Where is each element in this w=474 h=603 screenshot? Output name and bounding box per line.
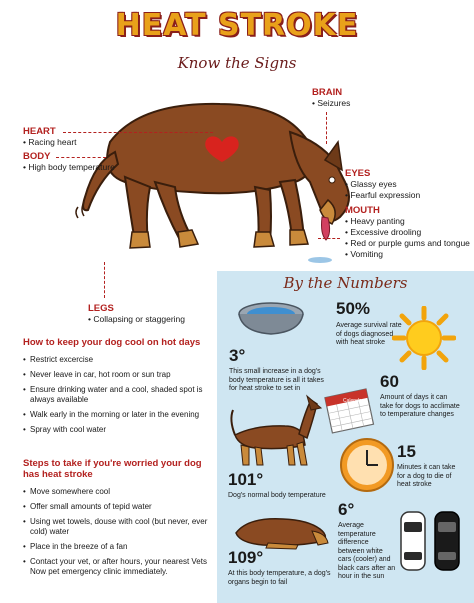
normal-temp-value: 101° xyxy=(228,470,264,489)
legs-pointer xyxy=(104,262,105,298)
minutes-stat xyxy=(397,442,461,490)
minutes-value: 15 xyxy=(397,442,416,461)
steps-heading: Steps to take if you're worried your dog has heat stroke xyxy=(23,458,202,480)
mouth-sign xyxy=(345,205,470,260)
brain-sign xyxy=(312,87,402,109)
numbers-title: By the Numbers xyxy=(283,274,408,292)
sun-icon xyxy=(392,306,456,370)
mouth-item-4: • Vomiting xyxy=(345,249,470,260)
organs-value: 109° xyxy=(228,548,264,567)
difference-value: 6° xyxy=(338,500,355,519)
mouth-pointer xyxy=(318,238,340,239)
calendar-label: Calendar xyxy=(343,398,364,404)
white-car-icon xyxy=(398,510,428,572)
keep-cool-section xyxy=(23,337,213,440)
brain-item: • Seizures xyxy=(312,98,402,109)
survival-value: 50% xyxy=(336,299,371,318)
heart-sign xyxy=(23,126,113,148)
legs-item: • Collapsing or staggering xyxy=(88,314,218,325)
steps-item: • Move somewhere cool xyxy=(23,487,213,497)
black-car-icon xyxy=(432,510,462,572)
eyes-item-2: • Fearful expression xyxy=(345,190,470,201)
keep-cool-item: • Ensure drinking water and a cool, shaded spot is always available xyxy=(23,385,213,405)
legs-label: LEGS xyxy=(88,303,114,314)
mouth-item-3: • Red or purple gums and tongue xyxy=(345,238,470,249)
organs-stat xyxy=(228,548,336,587)
steps-item: • Offer small amounts of tepid water xyxy=(23,502,213,512)
water-bowl-icon xyxy=(236,300,306,340)
normal-temp-text: Dog's normal body temperature xyxy=(228,492,326,499)
keep-cool-item: • Restrict excercise xyxy=(23,355,213,365)
brain-label: BRAIN xyxy=(312,87,343,98)
dog-illustration xyxy=(70,82,370,267)
difference-stat xyxy=(338,500,396,582)
body-pointer xyxy=(56,157,106,158)
steps-item: • Place in the breeze of a fan xyxy=(23,542,213,552)
keep-cool-heading: How to keep your dog cool on hot days xyxy=(23,337,201,348)
dog-standing-icon xyxy=(225,390,325,470)
survival-text: Average survival rate of dogs diagnosed with heat stroke xyxy=(336,322,402,346)
steps-item: • Using wet towels, douse with cool (but never, ever cold) water xyxy=(23,517,213,537)
increase-text: This small increase in a dog's body temperature is all it takes for heat stroke to set in xyxy=(229,368,324,392)
increase-value: 3° xyxy=(229,346,246,365)
eyes-item-1: • Glassy eyes xyxy=(345,179,470,190)
keep-cool-item: • Never leave in car, hot room or sun trap xyxy=(23,370,213,380)
heart-pointer xyxy=(63,132,213,133)
page-subtitle: Know the Signs xyxy=(177,54,297,72)
page-title: HEAT STROKE xyxy=(115,8,359,43)
heart-item: • Racing heart xyxy=(23,137,113,148)
brain-pointer xyxy=(326,112,327,144)
increase-stat xyxy=(229,346,329,394)
organs-text: At this body temperature, a dog's organs begin to fail xyxy=(228,570,331,586)
steps-section xyxy=(23,458,213,582)
legs-sign xyxy=(88,303,218,325)
heart-label: HEART xyxy=(23,126,56,137)
days-text: Amount of days it can take for dogs to acclimate to temperature changes xyxy=(380,394,460,418)
difference-text: Average temperature difference between white cars (cooler) and black cars after an hour in the sun xyxy=(338,522,396,580)
eyes-label: EYES xyxy=(345,168,371,179)
minutes-text: Minutes it can take for a dog to die of heat stroke xyxy=(397,464,456,488)
keep-cool-item: • Walk early in the morning or later in the evening xyxy=(23,410,213,420)
calendar-icon xyxy=(322,385,376,435)
days-value: 60 xyxy=(380,372,399,391)
body-sign xyxy=(23,151,143,173)
steps-item: • Contact your vet, or after hours, your nearest Vets Now pet emergency clinic immediately. xyxy=(23,557,213,577)
body-label: BODY xyxy=(23,151,51,162)
days-stat xyxy=(380,372,460,420)
dog-lying-icon xyxy=(228,505,333,550)
mouth-item-2: • Excessive drooling xyxy=(345,227,470,238)
eyes-sign xyxy=(345,168,470,201)
body-item: • High body temperature xyxy=(23,162,143,173)
keep-cool-item: • Spray with cool water xyxy=(23,425,213,435)
normal-temp-stat xyxy=(228,470,348,501)
mouth-item-1: • Heavy panting xyxy=(345,216,470,227)
mouth-label: MOUTH xyxy=(345,205,380,216)
